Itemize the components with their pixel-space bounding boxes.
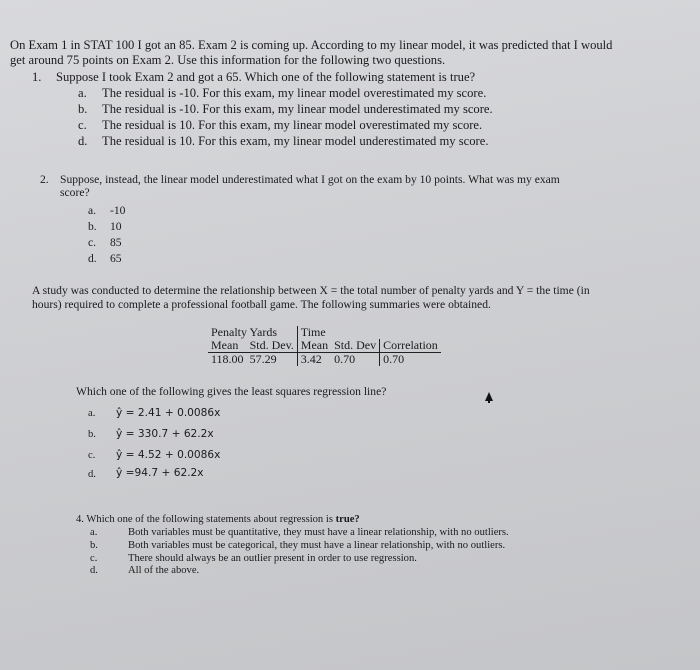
q2-option-letter: b.: [88, 220, 97, 233]
q2-question-line-1: Suppose, instead, the linear model underestimated what I got on the exam by 10 points. What was my exam: [60, 173, 560, 186]
q1-option-text: The residual is -10. For this exam, my linear model underestimated my score.: [102, 102, 493, 116]
q1-option-letter: b.: [78, 102, 88, 116]
x-mean-header: Mean: [208, 339, 247, 353]
q3-option-letter: c.: [88, 450, 96, 461]
correlation-header: Correlation: [380, 339, 441, 353]
summary-table: [208, 326, 441, 366]
q1-option-text: The residual is -10. For this exam, my linear model overestimated my score.: [102, 86, 487, 100]
q4-option-text: Both variables must be quantitative, they must have a linear relationship, with no outliers.: [128, 527, 509, 538]
q1-number: 1.: [32, 70, 42, 84]
q1-option-text: The residual is 10. For this exam, my linear model overestimated my score.: [102, 118, 483, 132]
q3-option-equation: ŷ = 330.7 + 62.2x: [116, 428, 214, 440]
intro-line-1: On Exam 1 in STAT 100 I got an 85. Exam 2 is coming up. According to my linear model, it was predicted that I would: [10, 38, 613, 52]
q2-number: 2.: [40, 173, 49, 186]
penalty-yards-header: Penalty Yards: [211, 325, 278, 339]
y-sd-header: Std. Dev: [331, 339, 380, 353]
q4-question: [76, 513, 360, 526]
q2-option-text: -10: [110, 204, 126, 217]
q1-option-text: The residual is 10. For this exam, my linear model underestimated my score.: [102, 134, 489, 148]
q1-option-letter: c.: [78, 118, 87, 132]
q4-option-letter: d.: [90, 565, 98, 576]
q4-option-text: Both variables must be categorical, they must have a linear relationship, with no outliers.: [128, 540, 506, 551]
intro-line-2: get around 75 points on Exam 2. Use this information for the following two questions.: [10, 53, 446, 67]
q2-option-letter: a.: [88, 204, 97, 217]
q1-question: Suppose I took Exam 2 and got a 65. Which one of the following statement is true?: [56, 70, 476, 84]
q1-option-letter: a.: [78, 86, 87, 100]
q2-option-text: 10: [110, 220, 122, 233]
study-line-2: hours) required to complete a professional football game. The following summaries were obtained.: [32, 298, 491, 311]
study-line-1: A study was conducted to determine the relationship between X = the total number of penalty yards and Y = the time (in: [32, 284, 590, 297]
q3-option-equation: ŷ =94.7 + 62.2x: [116, 467, 204, 479]
q2-option-letter: c.: [88, 236, 97, 249]
time-header: Time: [297, 326, 379, 339]
q2-option-letter: d.: [88, 252, 97, 265]
q3-option-equation: ŷ = 4.52 + 0.0086x: [116, 449, 221, 461]
q3-option-letter: b.: [88, 429, 96, 440]
q4-question-text: 4. Which one of the following statements about regression is: [76, 514, 336, 525]
q3-option-letter: d.: [88, 469, 96, 480]
q4-option-text: All of the above.: [128, 565, 200, 576]
q3-question: Which one of the following gives the least squares regression line?: [76, 385, 387, 398]
q2-option-text: 85: [110, 236, 122, 249]
q4-option-letter: a.: [90, 527, 98, 538]
q2-option-text: 65: [110, 252, 122, 265]
q4-option-letter: c.: [90, 553, 98, 564]
x-sd-header: Std. Dev.: [247, 339, 298, 353]
q1-option-letter: d.: [78, 134, 88, 148]
x-sd-value: 57.29: [249, 352, 277, 366]
q4-option-letter: b.: [90, 540, 98, 551]
q4-question-emphasis: true?: [335, 514, 360, 525]
x-mean-value: 118.00: [211, 352, 244, 366]
mouse-pointer-icon: [485, 392, 493, 401]
q2-question-line-2: score?: [60, 186, 90, 199]
y-mean-header: Mean: [297, 339, 331, 353]
q3-option-equation: ŷ = 2.41 + 0.0086x: [116, 407, 221, 419]
correlation-value: 0.70: [380, 353, 441, 367]
q3-option-letter: a.: [88, 408, 96, 419]
y-mean-value: 3.42: [297, 353, 331, 367]
y-sd-value: 0.70: [334, 352, 356, 366]
q4-option-text: There should always be an outlier present in order to use regression.: [128, 553, 417, 564]
